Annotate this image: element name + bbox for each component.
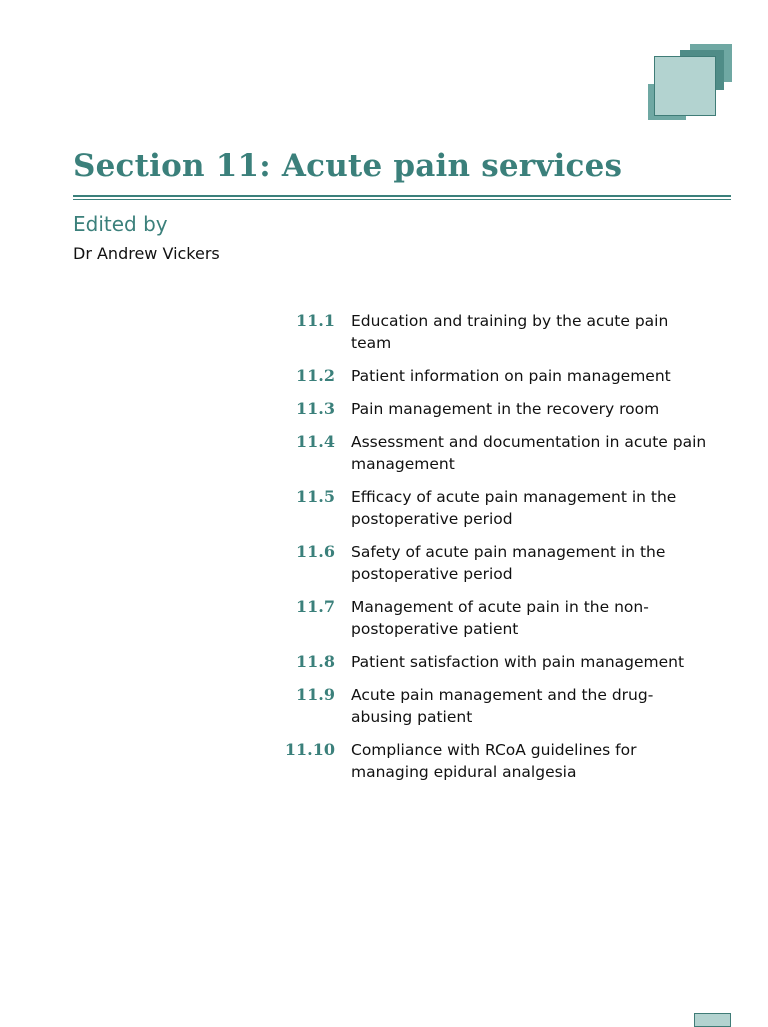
toc-item-number: 11.7 [296, 597, 335, 616]
toc-item[interactable] [282, 739, 712, 783]
toc-item-title: Patient satisfaction with pain management [351, 653, 685, 671]
toc-item-number: 11.4 [296, 432, 335, 451]
table-of-contents [282, 310, 712, 794]
toc-item-number: 11.2 [296, 366, 335, 385]
toc-item[interactable] [282, 596, 712, 640]
toc-item-title: Assessment and documentation in acute pain management [351, 433, 707, 473]
toc-item-number: 11.6 [296, 542, 335, 561]
toc-item-title: Acute pain management and the drug-abusing patient [351, 686, 654, 726]
toc-item-title: Pain management in the recovery room [351, 400, 660, 418]
toc-item-number: 11.8 [296, 652, 335, 671]
toc-item[interactable] [282, 365, 712, 387]
toc-item-title: Compliance with RCoA guidelines for managing epidural analgesia [351, 741, 637, 781]
toc-item-number: 11.1 [296, 311, 335, 330]
edited-by-label: Edited by [73, 212, 168, 236]
title-divider [73, 195, 731, 200]
toc-item-number: 11.3 [296, 399, 335, 418]
toc-item[interactable] [282, 431, 712, 475]
toc-item-title: Education and training by the acute pain team [351, 312, 669, 352]
section-logo-icon [646, 42, 734, 124]
toc-item-title: Safety of acute pain management in the postoperative period [351, 543, 666, 583]
toc-item[interactable] [282, 398, 712, 420]
toc-item-number: 11.9 [296, 685, 335, 704]
editor-name: Dr Andrew Vickers [73, 244, 220, 263]
toc-item-title: Management of acute pain in the non-postoperative patient [351, 598, 649, 638]
toc-item[interactable] [282, 651, 712, 673]
page-corner-tab [694, 1013, 731, 1027]
toc-item-title: Efficacy of acute pain management in the postoperative period [351, 488, 677, 528]
toc-item[interactable] [282, 486, 712, 530]
section-title: Section 11: Acute pain services [73, 148, 623, 184]
toc-item-title: Patient information on pain management [351, 367, 671, 385]
toc-item-number: 11.10 [284, 740, 335, 759]
toc-item[interactable] [282, 541, 712, 585]
logo-square-front [654, 56, 716, 116]
toc-item-number: 11.5 [296, 487, 335, 506]
toc-item[interactable] [282, 684, 712, 728]
toc-item[interactable] [282, 310, 712, 354]
